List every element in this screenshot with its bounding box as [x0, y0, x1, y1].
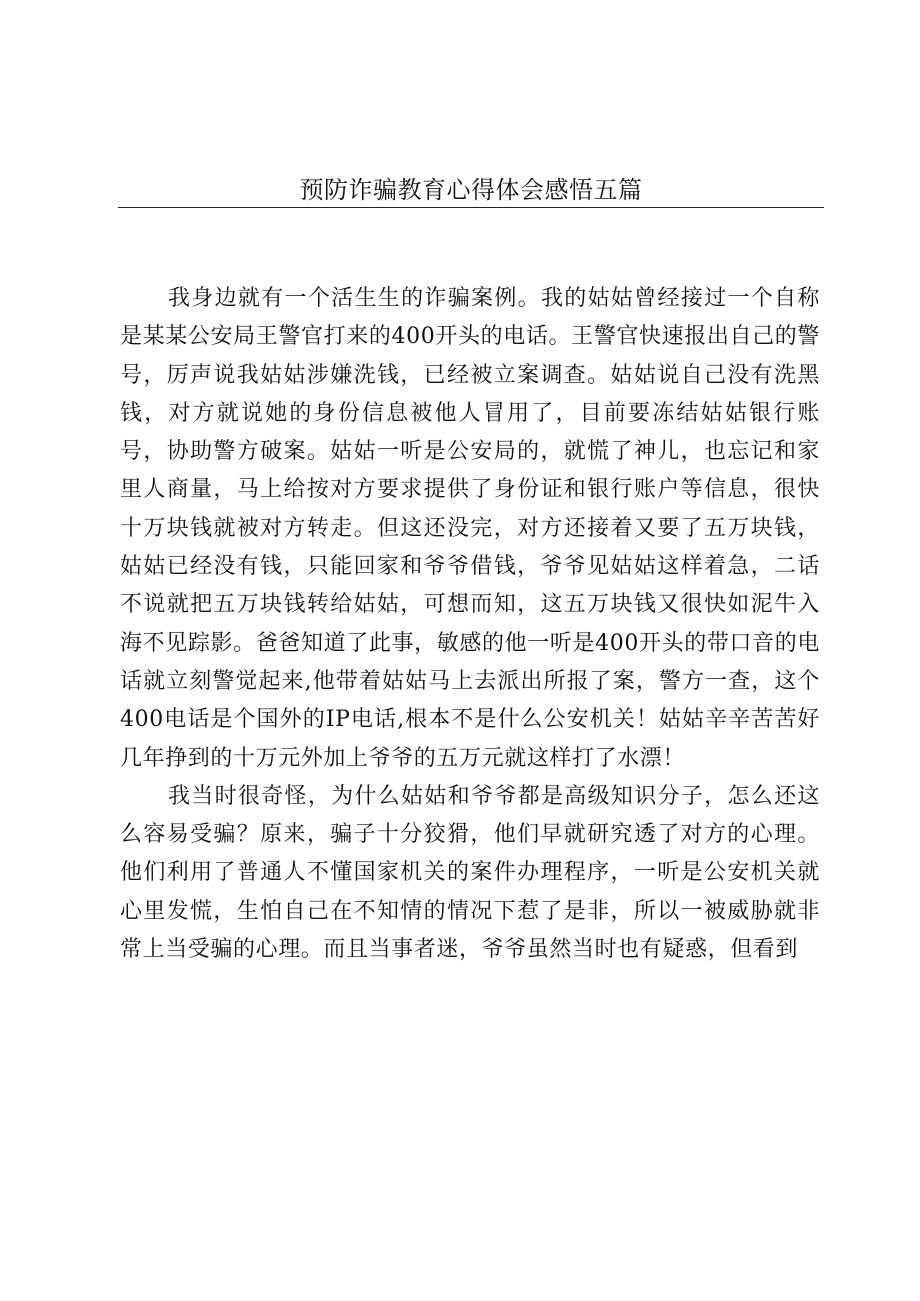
title-underline	[118, 207, 824, 208]
document-body	[120, 280, 820, 969]
paragraph-1: 我身边就有一个活生生的诈骗案例。我的姑姑曾经接过一个自称是某某公安局王警官打来的400开头的电话。王警官快速报出自己的警号，厉声说我姑姑涉嫌洗钱，已经被立案调查。姑姑说自己没有洗黑钱，对方就说她的身份信息被他人冒用了，目前要冻结姑姑银行账号，协助警方破案。姑姑一听是公安局的，就慌了神儿，也忘记和家里人商量，马上给按对方要求提供了身份证和银行账户等信息，很快十万块钱就被对方转走。但这还没完，对方还接着又要了五万块钱，姑姑已经没有钱，只能回家和爷爷借钱，爷爷见姑姑这样着急，二话不说就把五万块钱转给姑姑，可想而知，这五万块钱又很快如泥牛入海不见踪影。爸爸知道了此事，敏感的他一听是400开头的带口音的电话就立刻警觉起来,他带着姑姑马上去派出所报了案，警方一查，这个400电话是个国外的IP电话,根本不是什么公安机关！姑姑辛辛苦苦好几年挣到的十万元外加上爷爷的五万元就这样打了水漂！	[120, 286, 820, 771]
paragraph-2: 我当时很奇怪，为什么姑姑和爷爷都是高级知识分子，怎么还这么容易受骗？原来，骗子十分狡猾，他们早就研究透了对方的心理。他们利用了普通人不懂国家机关的案件办理程序，一听是公安机关就心里发慌，生怕自己在不知情的情况下惹了是非，所以一被威胁就非常上当受骗的心理。而且当事者迷，爷爷虽然当时也有疑惑，但看到	[120, 783, 820, 963]
document-title: 预防诈骗教育心得体会感悟五篇	[299, 176, 643, 204]
